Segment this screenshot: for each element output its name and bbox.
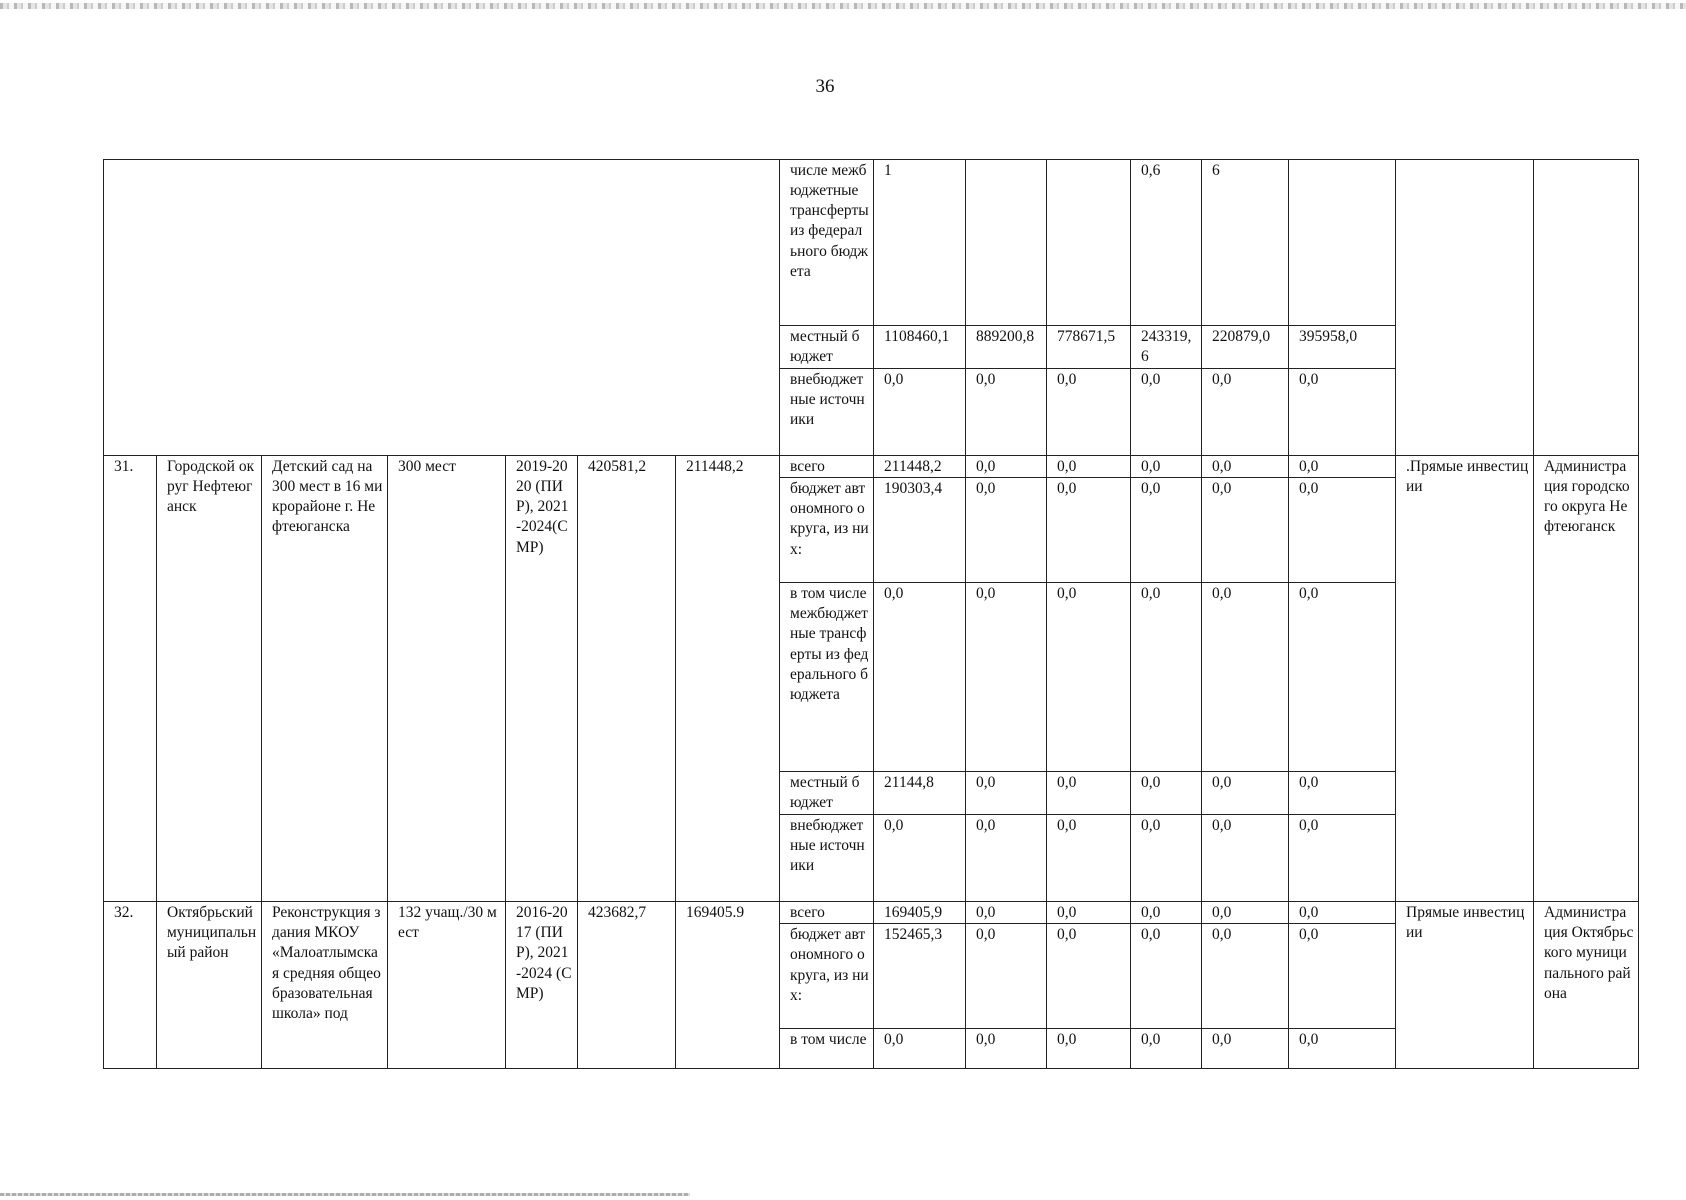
value-cell: 0,0 (1131, 924, 1202, 1029)
value-cell: 211448,2 (874, 456, 966, 478)
value-cell: 0,0 (1202, 924, 1289, 1029)
funding-label: внебюджетные источники (780, 815, 874, 902)
value-cell: 0,0 (1202, 902, 1289, 924)
mechanism-cell (1396, 160, 1534, 456)
row-number: 32. (104, 902, 157, 1069)
value-cell: 0,0 (1131, 772, 1202, 815)
funding-label: всего (780, 456, 874, 478)
mechanism: Прямые инвестиции (1396, 902, 1534, 1069)
funding-label: в том числе межбюджетные трансферты из федерального бюджета (780, 583, 874, 772)
investment-table (103, 159, 1639, 1069)
value-cell: 0,0 (1047, 1029, 1131, 1069)
value-cell: 1 (874, 160, 966, 326)
responsible: Администрация Октябрьского муниципального района (1534, 902, 1639, 1069)
value-cell (966, 160, 1047, 326)
value-cell (1289, 160, 1396, 326)
value-cell: 0,0 (1289, 369, 1396, 456)
value-cell: 0,0 (1047, 924, 1131, 1029)
value-cell: 0,0 (1289, 924, 1396, 1029)
remaining-cost: 169405.9 (676, 902, 780, 1069)
empty-continuation-cell (104, 160, 780, 456)
value-cell: 0,0 (1131, 583, 1202, 772)
remaining-cost: 211448,2 (676, 456, 780, 902)
value-cell: 0,0 (1131, 478, 1202, 583)
value-cell: 0,0 (1202, 583, 1289, 772)
value-cell: 0,0 (1131, 369, 1202, 456)
value-cell: 0,0 (1131, 1029, 1202, 1069)
value-cell: 0,0 (1289, 456, 1396, 478)
value-cell: 0,0 (1131, 902, 1202, 924)
value-cell: 0,0 (1289, 1029, 1396, 1069)
value-cell: 0,0 (1047, 815, 1131, 902)
value-cell: 0,0 (1131, 456, 1202, 478)
table-row (104, 160, 1639, 326)
value-cell: 0,0 (874, 583, 966, 772)
value-cell: 0,0 (874, 815, 966, 902)
period: 2016-2017 (ПИР), 2021-2024 (СМР) (506, 902, 578, 1069)
scan-artifact-bottom (0, 1193, 690, 1196)
value-cell: 0,0 (1289, 902, 1396, 924)
value-cell: 0,0 (1131, 815, 1202, 902)
value-cell: 169405,9 (874, 902, 966, 924)
value-cell: 0,0 (1047, 772, 1131, 815)
value-cell: 0,0 (1289, 815, 1396, 902)
value-cell: 152465,3 (874, 924, 966, 1029)
responsible-cell (1534, 160, 1639, 456)
funding-label: бюджет автономного округа, из них: (780, 924, 874, 1029)
funding-label: всего (780, 902, 874, 924)
period: 2019-2020 (ПИР), 2021-2024(СМР) (506, 456, 578, 902)
value-cell: 0,0 (1047, 478, 1131, 583)
value-cell: 0,0 (1289, 772, 1396, 815)
value-cell: 0,0 (966, 902, 1047, 924)
table-row (104, 456, 1639, 478)
value-cell (1047, 160, 1131, 326)
responsible: Администрация городского округа Нефтеюганск (1534, 456, 1639, 902)
value-cell: 0,0 (966, 1029, 1047, 1069)
estimate-cost: 420581,2 (578, 456, 676, 902)
value-cell: 889200,8 (966, 326, 1047, 369)
scan-artifact-top (0, 3, 1686, 9)
object-name: Детский сад на 300 мест в 16 микрорайоне г. Нефтеюганска (262, 456, 388, 902)
value-cell: 0,0 (966, 583, 1047, 772)
value-cell: 0,0 (874, 369, 966, 456)
value-cell: 220879,0 (1202, 326, 1289, 369)
value-cell: 0,0 (1047, 583, 1131, 772)
value-cell: 0,0 (966, 456, 1047, 478)
value-cell: 0,0 (1047, 902, 1131, 924)
value-cell: 778671,5 (1047, 326, 1131, 369)
value-cell: 0,0 (1202, 815, 1289, 902)
funding-label: местный бюджет (780, 772, 874, 815)
value-cell: 0,0 (1289, 478, 1396, 583)
mechanism: .Прямые инвестиции (1396, 456, 1534, 902)
funding-label: местный бюджет (780, 326, 874, 369)
value-cell: 0,0 (966, 772, 1047, 815)
municipality: Октябрьский муниципальный район (157, 902, 262, 1069)
estimate-cost: 423682,7 (578, 902, 676, 1069)
value-cell: 0,0 (1202, 1029, 1289, 1069)
value-cell: 395958,0 (1289, 326, 1396, 369)
value-cell: 6 (1202, 160, 1289, 326)
value-cell: 0,0 (874, 1029, 966, 1069)
value-cell: 0,0 (1047, 369, 1131, 456)
funding-label: бюджет автономного округа, из них: (780, 478, 874, 583)
funding-label: внебюджетные источники (780, 369, 874, 456)
value-cell: 0,0 (1202, 772, 1289, 815)
value-cell: 0,0 (966, 369, 1047, 456)
value-cell: 0,0 (966, 478, 1047, 583)
funding-label: числе межбюджетные трансферты из федерального бюджета (780, 160, 874, 326)
municipality: Городской округ Нефтеюганск (157, 456, 262, 902)
value-cell: 0,0 (966, 815, 1047, 902)
value-cell: 190303,4 (874, 478, 966, 583)
funding-label: в том числе (780, 1029, 874, 1069)
value-cell: 0,0 (966, 924, 1047, 1029)
value-cell: 0,0 (1289, 583, 1396, 772)
value-cell: 1108460,1 (874, 326, 966, 369)
row-number: 31. (104, 456, 157, 902)
value-cell: 0,0 (1047, 456, 1131, 478)
value-cell: 21144,8 (874, 772, 966, 815)
value-cell: 0,0 (1202, 369, 1289, 456)
table-row (104, 902, 1639, 924)
value-cell: 243319,6 (1131, 326, 1202, 369)
capacity: 132 учащ./30 мест (388, 902, 506, 1069)
value-cell: 0,0 (1202, 478, 1289, 583)
value-cell: 0,0 (1202, 456, 1289, 478)
capacity: 300 мест (388, 456, 506, 902)
value-cell: 0,6 (1131, 160, 1202, 326)
object-name: Реконструкция здания МКОУ «Малоатлымская средняя общеобразовательная школа» под (262, 902, 388, 1069)
page-number: 36 (815, 76, 835, 97)
